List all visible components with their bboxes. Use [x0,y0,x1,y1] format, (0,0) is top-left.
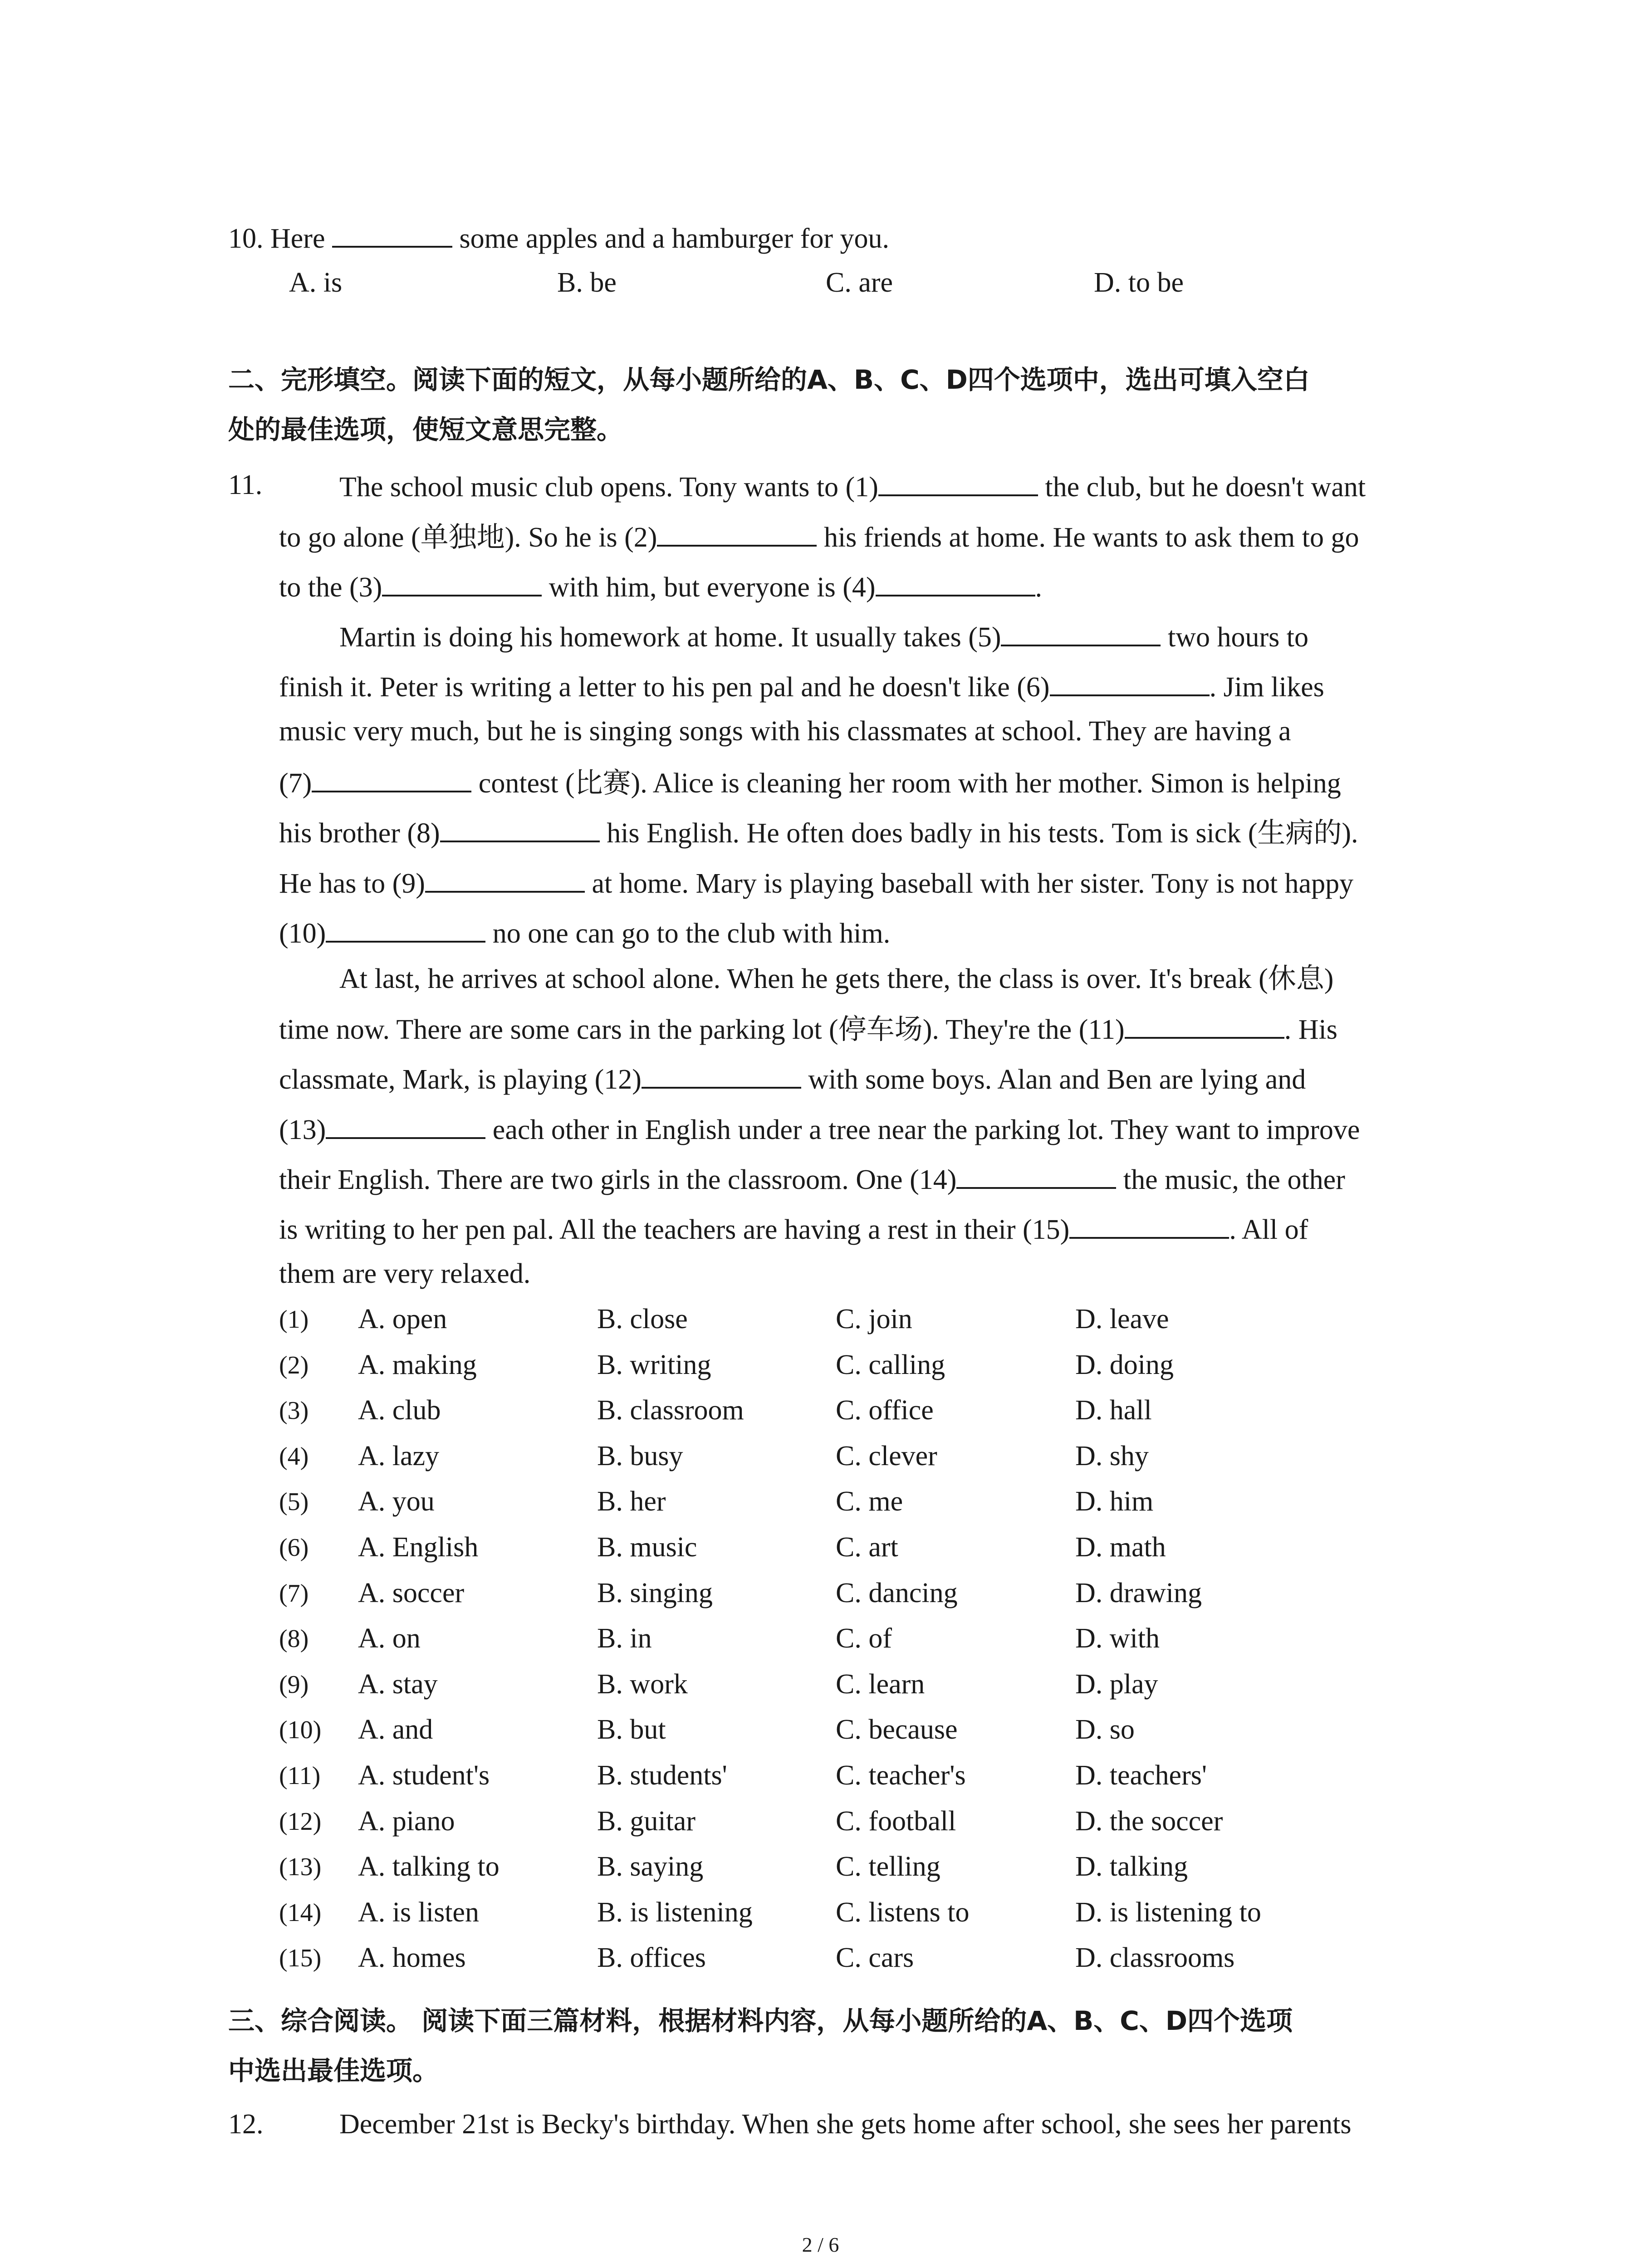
passage-line: their English. There are two girls in the classroom. One (14) the music, the other [279,1164,1345,1195]
q11-option-d[interactable]: D. hall [1075,1395,1152,1426]
section3-heading-line2: 中选出最佳选项。 [228,2055,439,2087]
passage-line: to the (3) with him, but everyone is (4) . [279,572,1043,603]
answer-blank[interactable] [332,222,452,248]
q12-text: December 21st is Becky's birthday. When she gets home after school, she sees her parents [339,2109,1352,2140]
answer-blank-8[interactable] [440,817,600,842]
q11-option-a[interactable]: A. student's [358,1760,490,1791]
q11-option-b[interactable]: B. classroom [597,1395,744,1426]
answer-blank-13[interactable] [326,1114,485,1139]
q11-option-a[interactable]: A. is listen [358,1897,479,1928]
passage-line: to go alone (单独地). So he is (2) his friends at home. He wants to ask them to go [279,522,1359,553]
page-number: 2 / 6 [802,2233,839,2256]
q11-option-a[interactable]: A. soccer [358,1578,465,1608]
section3-heading [228,1996,1453,2096]
q11-option-number: (3) [279,1397,309,1425]
q11-option-a[interactable]: A. on [358,1623,421,1654]
section3-heading-line1: 三、综合阅读。 阅读下面三篇材料，根据材料内容，从每小题所给的A、B、C、D四个选项 [228,2005,1293,2036]
q10-number: 10. [228,223,264,254]
q11-option-number: (10) [279,1716,322,1744]
q11-option-c[interactable]: C. learn [836,1669,925,1700]
q11-option-number: (12) [279,1808,322,1836]
q11-option-b[interactable]: B. offices [597,1942,706,1973]
q11-option-number: (11) [279,1762,321,1790]
answer-blank-2[interactable] [657,521,817,547]
passage-line: music very much, but he is singing songs with his classmates at school. They are having a [279,716,1291,747]
q11-option-c[interactable]: C. because [836,1714,958,1745]
q11-option-c[interactable]: C. telling [836,1851,941,1882]
q11-option-a[interactable]: A. making [358,1349,477,1380]
answer-blank-15[interactable] [1069,1213,1229,1239]
passage-line: his brother (8) his English. He often does badly in his tests. Tom is sick (生病的). [279,818,1358,849]
q11-option-b[interactable]: B. guitar [597,1806,696,1837]
q11-option-number: (13) [279,1853,322,1881]
q10-stem-before: Here [270,223,332,254]
passage-line: (7) contest (比赛). Alice is cleaning her room with her mother. Simon is helping [279,768,1341,799]
q11-option-d[interactable]: D. him [1075,1486,1154,1517]
q10-option-a[interactable]: A. is [289,267,343,298]
q11-option-d[interactable]: D. doing [1075,1349,1174,1380]
q11-option-c[interactable]: C. dancing [836,1578,958,1608]
q11-option-b[interactable]: B. in [597,1623,652,1654]
q11-option-number: (8) [279,1625,309,1653]
q11-option-d[interactable]: D. shy [1075,1441,1149,1471]
q11-option-c[interactable]: C. listens to [836,1897,970,1928]
q11-option-c[interactable]: C. me [836,1486,903,1517]
q11-option-d[interactable]: D. talking [1075,1851,1188,1882]
passage-line: is writing to her pen pal. All the teachers are having a rest in their (15) . All of [279,1214,1308,1245]
q10-option-c[interactable]: C. are [826,267,893,298]
q11-option-number: (2) [279,1351,309,1379]
q11-option-d[interactable]: D. teachers' [1075,1760,1207,1791]
q11-option-a[interactable]: A. open [358,1304,447,1334]
passage-line: finish it. Peter is writing a letter to his pen pal and he doesn't like (6) . Jim likes [279,672,1324,703]
q11-option-c[interactable]: C. cars [836,1942,914,1973]
q11-option-b[interactable]: B. saying [597,1851,704,1882]
q11-option-b[interactable]: B. music [597,1532,697,1563]
q11-option-b[interactable]: B. busy [597,1441,683,1471]
passage-line: Martin is doing his homework at home. It usually takes (5) two hours to [339,622,1308,653]
q11-option-a[interactable]: A. piano [358,1806,455,1837]
q11-option-d[interactable]: D. classrooms [1075,1942,1235,1973]
answer-blank-6[interactable] [1050,671,1210,696]
q11-option-a[interactable]: A. you [358,1486,435,1517]
q11-option-a[interactable]: A. talking to [358,1851,500,1882]
q11-option-b[interactable]: B. singing [597,1578,713,1608]
q11-option-c[interactable]: C. calling [836,1349,945,1380]
q11-option-number: (5) [279,1488,309,1516]
q11-option-a[interactable]: A. homes [358,1942,466,1973]
q11-option-c[interactable]: C. of [836,1623,892,1654]
passage-line: classmate, Mark, is playing (12) with some boys. Alan and Ben are lying and [279,1064,1306,1095]
q10-stem-after: some apples and a hamburger for you. [452,223,889,254]
passage-line: (13) each other in English under a tree near the parking lot. They want to improve [279,1114,1360,1145]
q11-option-d[interactable]: D. the soccer [1075,1806,1223,1837]
q11-option-a[interactable]: A. English [358,1532,479,1563]
q11-option-b[interactable]: B. work [597,1669,688,1700]
q11-option-number: (9) [279,1671,309,1699]
q11-option-b[interactable]: B. her [597,1486,666,1517]
q11-option-number: (14) [279,1899,322,1927]
section2-heading-line2: 处的最佳选项，使短文意思完整。 [228,414,623,445]
q11-number: 11. [228,469,263,500]
q11-option-d[interactable]: D. leave [1075,1304,1169,1334]
q11-option-b[interactable]: B. is listening [597,1897,753,1928]
passage-line: them are very relaxed. [279,1258,531,1289]
q11-option-b[interactable]: B. close [597,1304,688,1334]
q11-option-a[interactable]: A. club [358,1395,441,1426]
section2-heading-line1: 二、完形填空。阅读下面的短文，从每小题所给的A、B、C、D四个选项中，选出可填入空白 [228,364,1310,395]
q11-option-a[interactable]: A. and [358,1714,433,1745]
q11-option-b[interactable]: B. students' [597,1760,727,1791]
q11-option-number: (1) [279,1305,309,1334]
answer-blank-14[interactable] [956,1163,1116,1189]
answer-blank-1[interactable] [878,471,1038,496]
q11-option-d[interactable]: D. is listening to [1075,1897,1261,1928]
q11-option-c[interactable]: C. teacher's [836,1760,966,1791]
q10-option-b[interactable]: B. be [557,267,617,298]
answer-blank-5[interactable] [1001,621,1161,646]
q11-option-b[interactable]: B. writing [597,1349,711,1380]
q11-option-c[interactable]: C. clever [836,1441,937,1471]
q11-option-c[interactable]: C. join [836,1304,912,1334]
q10-stem [228,222,889,253]
q11-option-d[interactable]: D. drawing [1075,1578,1202,1608]
q12-number: 12. [228,2109,264,2140]
q11-option-c[interactable]: C. office [836,1395,934,1426]
passage-line: (10) no one can go to the club with him. [279,918,891,949]
section2-heading [228,355,1453,455]
q11-option-d[interactable]: D. math [1075,1532,1166,1563]
passage-line: The school music club opens. Tony wants to (1) the club, but he doesn't want [339,472,1366,503]
q11-option-a[interactable]: A. stay [358,1669,438,1700]
answer-blank-11[interactable] [1125,1013,1284,1039]
answer-blank-3[interactable] [382,571,542,596]
q11-option-number: (15) [279,1944,322,1972]
q11-option-c[interactable]: C. football [836,1806,956,1837]
passage-line: time now. There are some cars in the parking lot (停车场). They're the (11) . His [279,1014,1337,1045]
answer-blank-7[interactable] [312,767,471,792]
q11-option-d[interactable]: D. with [1075,1623,1160,1654]
passage-line: At last, he arrives at school alone. When he gets there, the class is over. It's break (休息) [339,963,1334,994]
answer-blank-12[interactable] [642,1063,801,1089]
q11-option-d[interactable]: D. play [1075,1669,1158,1700]
q11-option-c[interactable]: C. art [836,1532,898,1563]
answer-blank-10[interactable] [326,917,485,943]
q11-option-number: (6) [279,1534,309,1562]
answer-blank-4[interactable] [876,571,1035,596]
q10-option-d[interactable]: D. to be [1094,267,1184,298]
answer-blank-9[interactable] [425,867,585,893]
q11-option-d[interactable]: D. so [1075,1714,1135,1745]
q11-option-number: (4) [279,1442,309,1471]
q11-option-number: (7) [279,1579,309,1608]
q11-option-a[interactable]: A. lazy [358,1441,440,1471]
q11-option-b[interactable]: B. but [597,1714,666,1745]
passage-line: He has to (9) at home. Mary is playing baseball with her sister. Tony is not happy [279,868,1354,899]
